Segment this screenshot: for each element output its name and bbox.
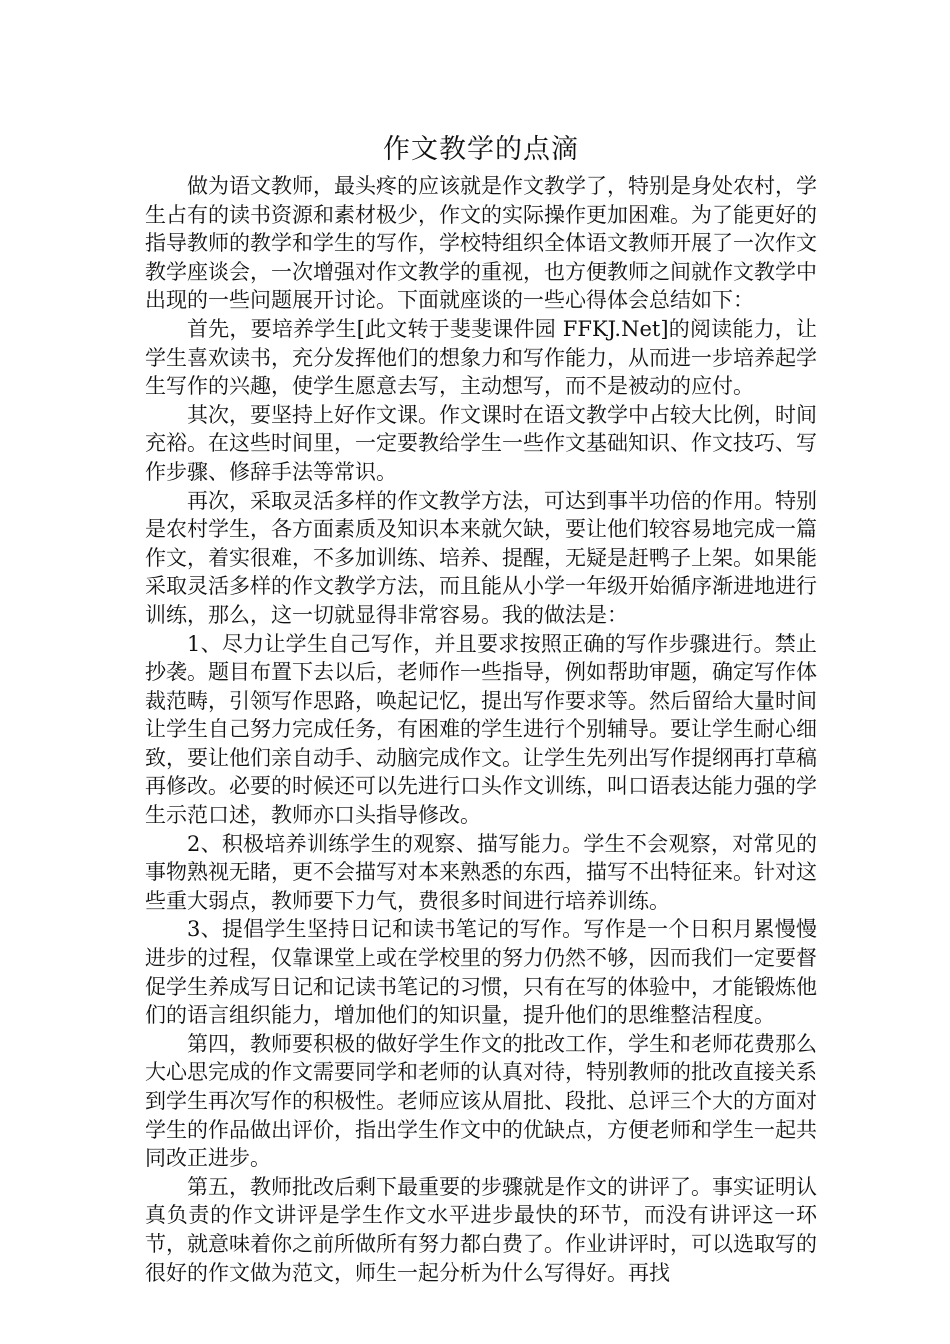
paragraph-method-3: 3、提倡学生坚持日记和读书笔记的写作。写作是一个日积月累慢慢进步的过程，仅靠课堂上或在学校里的努力仍然不够，因而我们一定要督促学生养成写日记和记读书笔记的习惯，只有在写的体验中，才能锻炼他们的语言组织能力，增加他们的知识量，提升他们的思维整洁程度。 <box>145 917 817 1028</box>
paragraph-method-1: 1、尽力让学生自己写作，并且要求按照正确的写作步骤进行。禁止抄袭。题目布置下去以后，老师作一些指导，例如帮助审题，确定写作体裁范畴，引领写作思路，唤起记忆，提出写作要求等。然后留给大量时间让学生自己努力完成任务，有困难的学生进行个别辅导。要让学生耐心细致，要让他们亲自动手、动脑完成作文。让学生先列出写作提纲再打草稿再修改。必要的时候还可以先进行口头作文训练，叫口语表达能力强的学生示范口述，教师亦口头指导修改。 <box>145 631 817 828</box>
paragraph-first-point: 首先，要培养学生[此文转于斐斐课件园 FFKJ.Net]的阅读能力，让学生喜欢读书，充分发挥他们的想象力和写作能力，从而进一步培养起学生写作的兴趣，使学生愿意去写，主动想写，而不是被动的应付。 <box>145 316 817 399</box>
document-page <box>145 128 817 1287</box>
paragraph-fourth-point: 第四，教师要积极的做好学生作文的批改工作，学生和老师花费那么大心思完成的作文需要同学和老师的认真对待，特别教师的批改直接关系到学生再次写作的积极性。老师应该从眉批、段批、总评三个大的方面对学生的作品做出评价，指出学生作文中的优缺点，方便老师和学生一起共同改正进步。 <box>145 1031 817 1171</box>
paragraph-fifth-point: 第五，教师批改后剩下最重要的步骤就是作文的讲评了。事实证明认真负责的作文讲评是学生作文水平进步最快的环节，而没有讲评这一环节，就意味着你之前所做所有努力都白费了。作业讲评时，可以选取写的很好的作文做为范文，师生一起分析为什么写得好。再找 <box>145 1174 817 1285</box>
document-title: 作文教学的点滴 <box>383 134 579 165</box>
paragraph-method-2: 2、积极培养训练学生的观察、描写能力。学生不会观察，对常见的事物熟视无睹，更不会描写对本来熟悉的东西，描写不出特征来。针对这些重大弱点，教师要下力气，费很多时间进行培养训练。 <box>145 831 817 913</box>
paragraph-intro: 做为语文教师，最头疼的应该就是作文教学了，特别是身处农村，学生占有的读书资源和素材极少，作文的实际操作更加困难。为了能更好的指导教师的教学和学生的写作，学校特组织全体语文教师开展了一次作文教学座谈会，一次增强对作文教学的重视，也方便教师之间就作文教学中出现的一些问题展开讨论。下面就座谈的一些心得体会总结如下： <box>145 174 817 313</box>
document-body <box>145 172 817 1287</box>
paragraph-third-point: 再次，采取灵活多样的作文教学方法，可达到事半功倍的作用。特别是农村学生，各方面素质及知识本来就欠缺，要让他们较容易地完成一篇作文，着实很难，不多加训练、培养、提醒，无疑是赶鸭子上架。如果能采取灵活多样的作文教学方法，而且能从小学一年级开始循序渐进地进行训练，那么，这一切就显得非常容易。我的做法是： <box>145 488 817 627</box>
paragraph-second-point: 其次，要坚持上好作文课。作文课时在语文教学中占较大比例，时间充裕。在这些时间里，一定要教给学生一些作文基础知识、作文技巧、写作步骤、修辞手法等常识。 <box>145 402 817 484</box>
